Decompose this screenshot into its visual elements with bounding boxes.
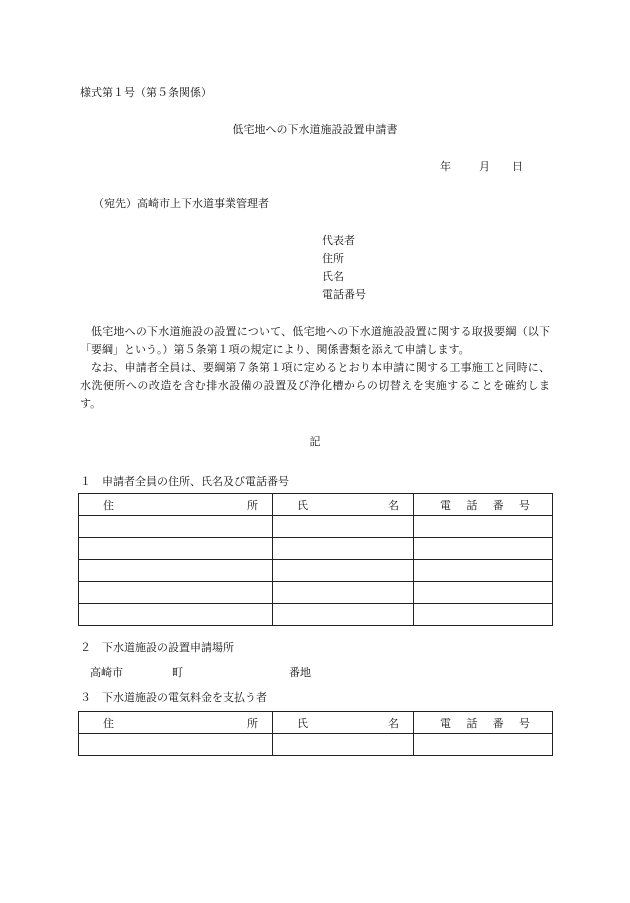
address-cell[interactable] [79, 538, 273, 560]
phone-cell[interactable] [414, 538, 553, 560]
body-paragraph: 低宅地への下水道施設の設置について、低宅地への下水道施設設置に関する取扱要綱（以下「要綱」という。）第５条第１項の規定により、関係書類を添えて申請します。 [80, 325, 550, 356]
phone-cell[interactable] [414, 560, 553, 582]
section-number: ２ [80, 641, 91, 654]
name-cell[interactable] [273, 734, 414, 756]
section-number: １ [80, 475, 91, 488]
section-3-heading [80, 689, 267, 705]
table-row [79, 604, 553, 626]
form-number-label: 様式第１号（第５条関係） [80, 86, 212, 99]
header-phone: 電 話 番 号 [414, 712, 553, 734]
table-header-row [79, 494, 553, 516]
addressee: （宛先）高崎市上下水道事業管理者 [93, 197, 269, 210]
header-phone: 電 話 番 号 [414, 494, 553, 516]
address-cell[interactable] [79, 516, 273, 538]
date-month: 月 [479, 160, 490, 173]
name-cell[interactable] [273, 560, 414, 582]
header-address: 住 所 [79, 494, 273, 516]
address-cell[interactable] [79, 582, 273, 604]
section-title: 申請者全員の住所、氏名及び電話番号 [102, 475, 289, 488]
address-cell[interactable] [79, 604, 273, 626]
table-row [79, 516, 553, 538]
location-city: 高崎市 [90, 666, 123, 679]
location-lot: 番地 [289, 666, 311, 679]
body-text [80, 323, 550, 413]
section-1-heading [80, 473, 289, 489]
date-year: 年 [440, 160, 451, 173]
date-day: 日 [512, 160, 523, 173]
section-title: 下水道施設の電気料金を支払う者 [102, 691, 267, 704]
address-cell[interactable] [79, 560, 273, 582]
name-cell[interactable] [273, 582, 414, 604]
ki-heading: 記 [309, 435, 321, 448]
header-address: 住 所 [79, 712, 273, 734]
section-number: ３ [80, 691, 91, 704]
section-2-heading [80, 639, 234, 655]
phone-cell[interactable] [414, 734, 553, 756]
applicant-phone-label: 電話番号 [322, 288, 366, 301]
applicant-name-label: 氏名 [322, 270, 344, 283]
phone-cell[interactable] [414, 582, 553, 604]
phone-cell[interactable] [414, 604, 553, 626]
document-title: 低宅地への下水道施設設置申請書 [232, 123, 398, 136]
applicant-address-label: 住所 [322, 252, 344, 265]
table-row [79, 538, 553, 560]
table-header-row [79, 712, 553, 734]
payer-table [78, 711, 553, 756]
address-cell[interactable] [79, 734, 273, 756]
header-name: 氏 名 [273, 712, 414, 734]
applicant-block [322, 232, 366, 304]
name-cell[interactable] [273, 538, 414, 560]
applicants-table [78, 493, 553, 626]
name-cell[interactable] [273, 516, 414, 538]
location-line [90, 664, 390, 680]
table-row [79, 582, 553, 604]
body-paragraph: なお、申請者全員は、要綱第７条第１項に定めるとおり本申請に関する工事施工と同時に、水洗便所への改造を含む排水設備の設置及び浄化槽からの切替えを実施することを確約します。 [80, 361, 550, 410]
header-name: 氏 名 [273, 494, 414, 516]
location-town: 町 [172, 666, 183, 679]
section-title: 下水道施設の設置申請場所 [102, 641, 234, 654]
applicant-representative-label: 代表者 [322, 234, 355, 247]
name-cell[interactable] [273, 604, 414, 626]
table-row [79, 560, 553, 582]
table-row [79, 734, 553, 756]
phone-cell[interactable] [414, 516, 553, 538]
